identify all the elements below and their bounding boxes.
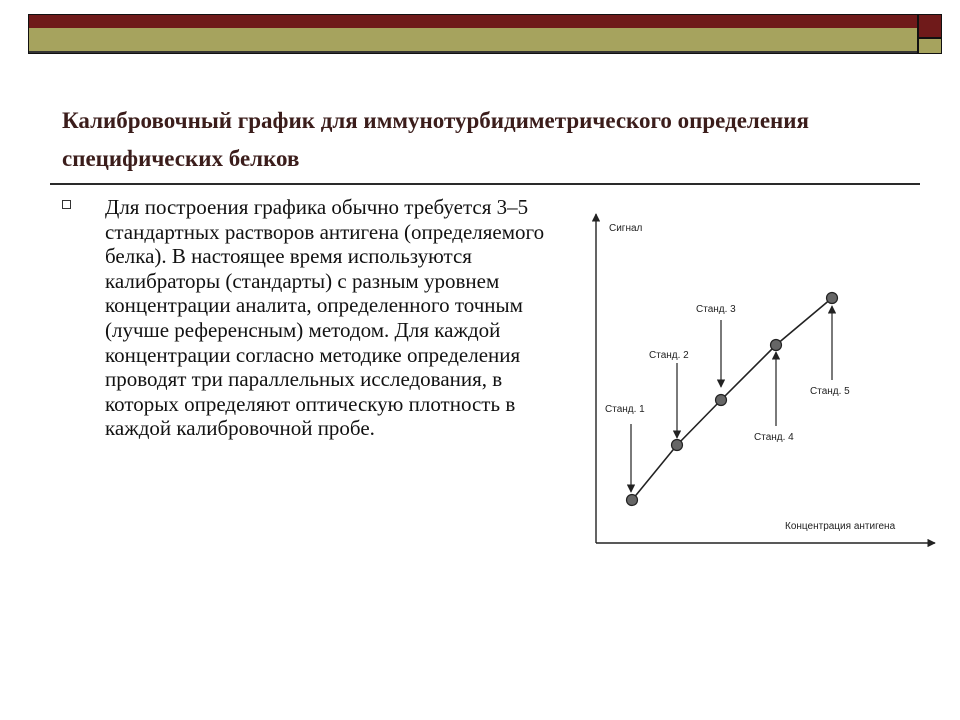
- y-axis-label: Сигнал: [609, 223, 643, 234]
- point-stand-2: [672, 440, 683, 451]
- point-stand-4: [771, 340, 782, 351]
- header-strip-line: [29, 51, 917, 53]
- slide-title: Калибровочный график для иммунотурбидиметрического определения специфических белков: [62, 108, 809, 171]
- title-divider: [50, 183, 920, 185]
- calibration-graph: [580, 200, 950, 560]
- point-stand-3: [716, 395, 727, 406]
- bullet-square-icon: [62, 200, 71, 209]
- x-axis-label: Концентрация антигена: [785, 521, 896, 532]
- bullet-text: Для построения графика обычно требуется 3–5 стандартных растворов антигена (определяемого белка). В настоящее время используются калибраторы (стандарты) с разным уровнем концентрации аналита, определенного точным (лучше референсным) методом. Для каждой концентрации согласно методике определения проводят три параллельных исследования, в которых определяют оптическую плотность в каждой калибровочной пробе.: [105, 195, 545, 441]
- label-stand-5: Станд. 5: [810, 386, 850, 397]
- corner-square-olive: [918, 38, 942, 54]
- header-strip-dark: [29, 15, 917, 28]
- point-stand-1: [627, 495, 638, 506]
- header-band: [28, 14, 918, 54]
- label-stand-1: Станд. 1: [605, 404, 645, 415]
- label-stand-2: Станд. 2: [649, 350, 689, 361]
- label-stand-4: Станд. 4: [754, 432, 794, 443]
- calibration-line: [632, 298, 832, 500]
- label-stand-3: Станд. 3: [696, 304, 736, 315]
- corner-square-dark: [918, 14, 942, 38]
- point-stand-5: [827, 293, 838, 304]
- header-strip-olive: [29, 28, 917, 51]
